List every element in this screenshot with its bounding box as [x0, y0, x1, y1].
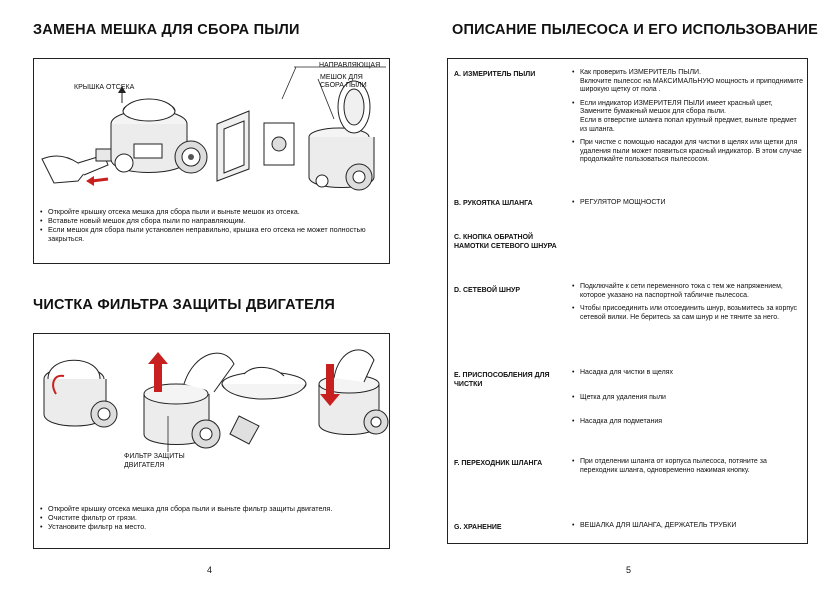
label-guide: НАПРАВЛЯЮЩАЯ — [319, 62, 381, 69]
row-item: • Подключайте к сети переменного тока с тем же напряжением, которое указано на паспортной табличке пылесоса. — [572, 283, 804, 300]
label-lid: КРЫШКА ОТСЕКА — [74, 84, 135, 91]
page-number-left: 4 — [207, 565, 213, 575]
row-item: • Насадка для чистки в щелях — [572, 369, 804, 378]
filter-cleaning-illustration — [34, 334, 391, 484]
label-bag-line1: МЕШОК ДЛЯ — [320, 74, 363, 81]
row-label-hose-adapter: F. ПЕРЕХОДНИК ШЛАНГА — [454, 460, 543, 467]
row-item: • ВЕШАЛКА ДЛЯ ШЛАНГА, ДЕРЖАТЕЛЬ ТРУБКИ — [572, 522, 804, 531]
step-item: • Очистите фильтр от грязи. — [40, 513, 385, 522]
row-item: • Чтобы присоединить или отсоединить шнур, возьмитесь за корпус сетевой вилки. Не беритесь за сам шнур и не тяните за него. — [572, 305, 804, 322]
bag-replacement-steps — [40, 207, 380, 243]
row-content-hose-handle — [572, 199, 804, 213]
row-item: • Как проверить ИЗМЕРИТЕЛЬ ПЫЛИ. Включите пылесос на МАКСИМАЛЬНУЮ мощность и приподнимите широкую щетку от пола . — [572, 69, 804, 95]
row-label-hose-handle: B. РУКОЯТКА ШЛАНГА — [454, 200, 533, 207]
row-content-storage — [572, 522, 804, 536]
section-title-description: ОПИСАНИЕ ПЫЛЕСОСА И ЕГО ИСПОЛЬЗОВАНИЕ — [452, 22, 819, 38]
step-item: • Если мешок для сбора пыли установлен неправильно, крышка его отсека не может полностью закрыться. — [40, 225, 380, 243]
label-filter-line2: ДВИГАТЕЛЯ — [124, 462, 165, 469]
row-label-dust-meter: A. ИЗМЕРИТЕЛЬ ПЫЛИ — [454, 71, 536, 78]
row-content-dust-meter — [572, 69, 804, 170]
row-label-accessories: E. ПРИСПОСОБЛЕНИЯ ДЛЯ ЧИСТКИ — [454, 372, 550, 388]
bag-replacement-frame — [33, 58, 390, 264]
step-item: • Вставьте новый мешок для сбора пыли по направляющим. — [40, 216, 380, 225]
section-title-bag-replacement: ЗАМЕНА МЕШКА ДЛЯ СБОРА ПЫЛИ — [33, 22, 300, 38]
step-item: • Откройте крышку отсека мешка для сбора пыли и выньте фильтр защиты двигателя. — [40, 504, 385, 513]
row-label-cord-rewind: C. КНОПКА ОБРАТНОЙ НАМОТКИ СЕТЕВОГО ШНУРА — [454, 234, 557, 250]
filter-cleaning-steps — [40, 504, 385, 531]
page-number-right: 5 — [626, 565, 632, 575]
step-item: • Откройте крышку отсека мешка для сбора пыли и выньте мешок из отсека. — [40, 207, 380, 216]
row-label-power-cord: D. СЕТЕВОЙ ШНУР — [454, 287, 521, 294]
filter-cleaning-frame — [33, 333, 390, 549]
label-filter-line1: ФИЛЬТР ЗАЩИТЫ — [124, 453, 185, 460]
row-item: • Насадка для подметания — [572, 418, 804, 427]
row-item: • РЕГУЛЯТОР МОЩНОСТИ — [572, 199, 804, 208]
label-bag-line2: СБОРА ПЫЛИ — [320, 82, 367, 89]
description-table — [447, 58, 808, 544]
row-content-power-cord — [572, 283, 804, 327]
row-label-storage: G. ХРАНЕНИЕ — [454, 524, 502, 531]
row-content-accessories — [572, 369, 804, 432]
step-item: • Установите фильтр на место. — [40, 522, 385, 531]
row-item: • Если индикатор ИЗМЕРИТЕЛЯ ПЫЛИ имеет красный цвет, Замените бумажный мешок для сбора пыли. Если в отверстие шланга попал крупный предмет, выньте предмет из шланга. — [572, 100, 804, 134]
row-content-hose-adapter — [572, 458, 804, 480]
row-item: • Щетка для удаления пыли — [572, 394, 804, 403]
row-item: • При отделении шланга от корпуса пылесоса, потяните за переходник шланга, одновременно нажимая кнопку. — [572, 458, 804, 475]
row-item: • При чистке с помощью насадки для чистки в щелях или щетки для удаления пыли может появиться красный индикатор. В этом случае продолжайте пользоваться пылесосом. — [572, 139, 804, 165]
section-title-filter-cleaning: ЧИСТКА ФИЛЬТРА ЗАЩИТЫ ДВИГАТЕЛЯ — [33, 297, 336, 313]
